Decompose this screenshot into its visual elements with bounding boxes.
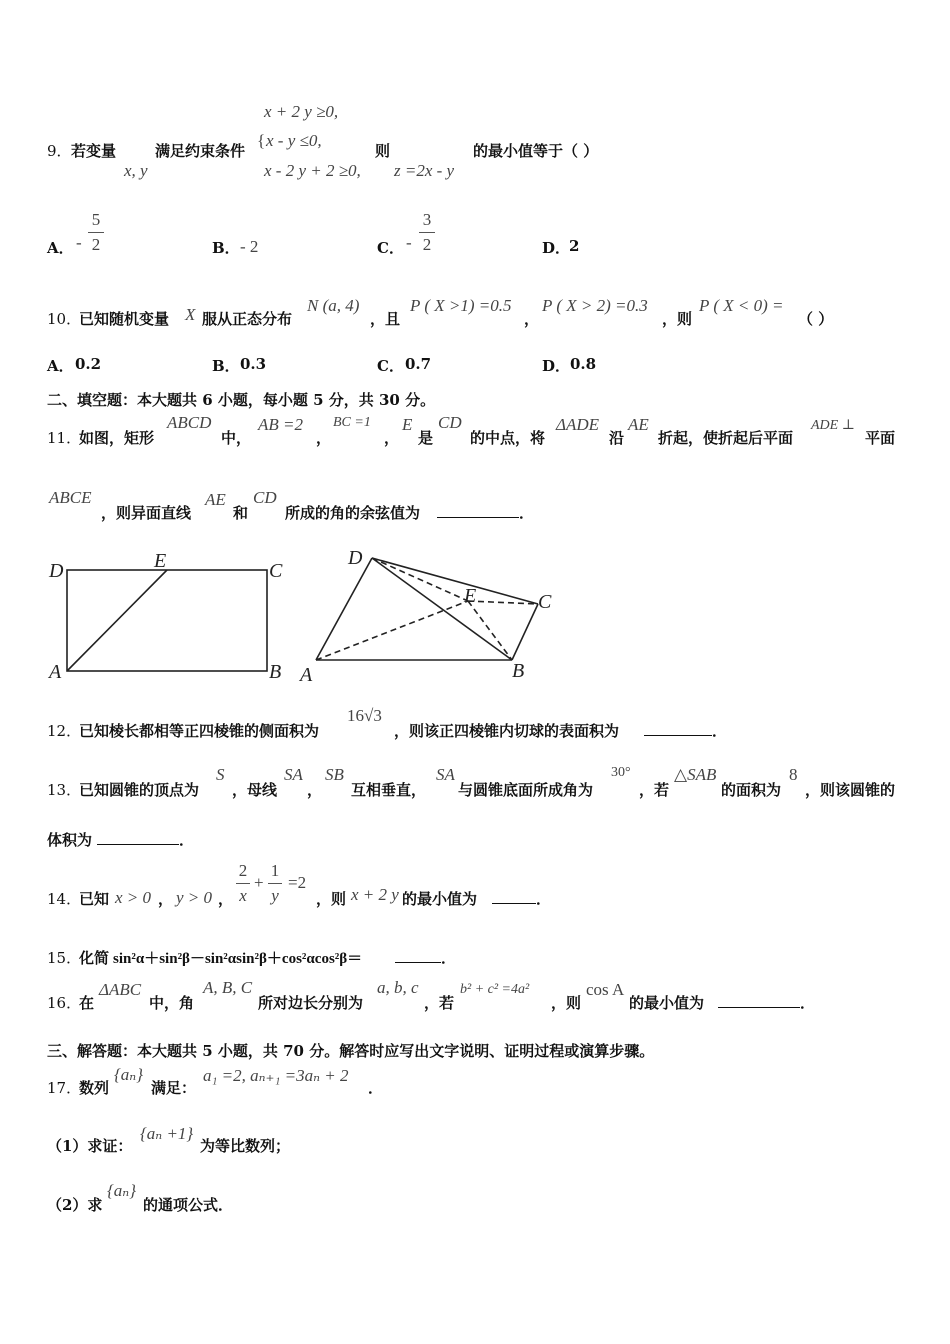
question-number: 16． [47, 994, 82, 1012]
question-number: 11． [47, 429, 82, 447]
period: ． [800, 994, 816, 1012]
label-e: E [154, 550, 167, 572]
question-text: ，则该正四棱锥内切球的表面积为 [394, 722, 620, 740]
label-b: B [512, 660, 525, 682]
math: CD [438, 413, 462, 432]
math: P ( X < 0) = [699, 296, 784, 315]
label-d: D [49, 560, 64, 582]
math: ΔADE [556, 415, 600, 434]
constraint-2: x - y ≤0, [266, 131, 322, 150]
math: b² + c² =4a² [460, 982, 530, 997]
question-text: ， [384, 429, 400, 447]
math: ABCD [167, 413, 212, 432]
fraction-1-over-y [268, 861, 282, 906]
answer-blank [437, 502, 534, 523]
question-text: 与圆锥底面所成角为 [458, 781, 594, 799]
question-text: 互相垂直， [351, 781, 427, 799]
question-text: 的通项公式． [143, 1196, 234, 1214]
math: △SAB [674, 765, 717, 784]
segment-bc [512, 604, 538, 660]
option-d-value: 2 [569, 237, 580, 255]
equals-2: =2 [288, 873, 307, 892]
answer-blank [395, 947, 456, 968]
math: 16√3 [347, 706, 382, 725]
question-text: ， [218, 890, 234, 908]
segment-ad [316, 558, 372, 660]
math: ΔABC [99, 980, 142, 999]
question-text: 平面 [865, 429, 896, 447]
math: AE [205, 490, 226, 509]
question-text: 已知 [79, 890, 110, 908]
answer-blank [97, 829, 194, 850]
math: ADE ⊥ [811, 418, 855, 433]
question-text: ，则异面直线 [101, 504, 192, 522]
section-heading: 三、解答题：本大题共 5 小题，共 70 分。解答时应写出文字说明、证明过程或演算步骤。 [47, 1042, 655, 1060]
period: ． [368, 1079, 384, 1097]
label-d: D [348, 547, 363, 569]
option-a-label: A． [47, 357, 74, 375]
part-2-label: （2）求 [47, 1196, 103, 1214]
question-text: 已知圆锥的顶点为 [79, 781, 200, 799]
option-a-fraction [88, 210, 104, 255]
question-number: 13． [47, 781, 82, 799]
question-text: ，则该圆锥的 [805, 781, 896, 799]
question-text: ， [158, 890, 174, 908]
option-b-label: B． [212, 357, 240, 375]
question-text: 折起，使折起后平面 [658, 429, 794, 447]
segment-dc [372, 558, 538, 604]
expression: sin²α＋sin²β－sin²αsin²β＋cos²αcos²β＝ [113, 951, 363, 967]
label-c: C [269, 560, 283, 582]
math: P ( X >1) =0.5 [410, 296, 512, 315]
section-heading: 二、填空题：本大题共 6 小题，每小题 5 分，共 30 分。 [47, 391, 436, 409]
math: a₁ =2, aₙ₊₁ =3aₙ + 2 [203, 1066, 349, 1085]
fraction-2-over-x [236, 861, 250, 906]
question-text: 中，角 [149, 994, 195, 1012]
objective-function: z =2x - y [394, 161, 455, 180]
question-text: ， [307, 781, 323, 799]
math: SA [436, 765, 455, 784]
label-a: A [49, 661, 62, 683]
option-a-sign: - [76, 233, 82, 252]
option-a-value: 0.2 [75, 355, 102, 373]
question-number: 10． [47, 310, 82, 328]
question-number: 14． [47, 890, 82, 908]
variables: x, y [124, 161, 148, 180]
math: 8 [789, 765, 798, 784]
question-text: ， [316, 429, 332, 447]
question-text: 则 [375, 142, 391, 160]
question-text: 是 [418, 429, 434, 447]
option-c-sign: - [406, 233, 412, 252]
math: a, b, c [377, 978, 419, 997]
question-text: 的面积为 [721, 781, 782, 799]
question-text: 所对边长分别为 [258, 994, 364, 1012]
label-b: B [269, 661, 282, 683]
answer-blank [718, 992, 815, 1013]
question-text: 如图，矩形 [79, 429, 155, 447]
question-text: 的最小值等于（ ） [473, 142, 599, 160]
question-text: 的最小值为 [402, 890, 478, 908]
option-a-label: A． [47, 239, 74, 257]
math: AE [628, 415, 649, 434]
math: BC =1 [333, 415, 371, 430]
math: 30° [611, 765, 631, 780]
denominator: 2 [91, 235, 101, 254]
answer-blank [644, 720, 727, 741]
question-text: （ ） [798, 310, 834, 328]
math: N (a, 4) [307, 296, 360, 315]
rectangle-abcd [67, 570, 267, 671]
part-1-label: （1）求证： [47, 1137, 133, 1155]
math: {aₙ} [107, 1181, 136, 1200]
period: ． [519, 504, 535, 522]
option-c-fraction [419, 210, 435, 255]
option-d-label: D． [542, 239, 571, 257]
question-text: 若变量 [71, 142, 117, 160]
question-text: 已知棱长都相等正四棱锥的侧面积为 [79, 722, 320, 740]
question-text: 服从正态分布 [202, 310, 293, 328]
question-text: 数列 [79, 1079, 110, 1097]
math: X [185, 305, 196, 324]
label-c: C [538, 591, 552, 613]
segment-de-hidden [372, 558, 468, 601]
constraint-1: x + 2 y ≥0, [264, 102, 339, 121]
numerator: 1 [270, 861, 280, 880]
option-c-label: C． [377, 239, 404, 257]
math: cos A [586, 980, 625, 999]
question-text: ，则 [316, 890, 347, 908]
period: ． [441, 949, 457, 967]
option-c-label: C． [377, 357, 404, 375]
question-text: 沿 [609, 429, 625, 447]
label-a: A [300, 664, 313, 686]
question-text: 为等比数列； [200, 1137, 291, 1155]
math: {aₙ +1} [140, 1124, 194, 1143]
figure-rectangle [40, 545, 300, 690]
question-text: 的中点，将 [470, 429, 546, 447]
segment-eb-hidden [468, 601, 512, 660]
numerator: 2 [238, 861, 248, 880]
option-b-value: - 2 [240, 237, 259, 256]
math: y > 0 [176, 888, 213, 907]
label-e: E [464, 585, 477, 607]
option-c-value: 0.7 [405, 355, 432, 373]
math: S [216, 765, 225, 784]
question-text: ，若 [424, 994, 455, 1012]
question-text: 满足约束条件 [155, 142, 246, 160]
plus-sign: + [254, 873, 264, 892]
denominator: y [271, 886, 279, 905]
question-number: 9． [47, 142, 72, 160]
option-d-value: 0.8 [570, 355, 597, 373]
question-text: ，母线 [232, 781, 278, 799]
math: A, B, C [203, 978, 253, 997]
denominator: x [239, 886, 247, 905]
question-text: ，则 [551, 994, 582, 1012]
question-number: 15． [47, 949, 82, 967]
period: ． [536, 890, 552, 908]
math: x + 2 y [351, 885, 399, 904]
math: SA [284, 765, 303, 784]
math: P ( X > 2) =0.3 [542, 296, 648, 315]
question-text: 化简 [79, 949, 110, 967]
figure-folded [290, 540, 570, 690]
numerator: 5 [91, 210, 101, 229]
math: E [402, 415, 413, 434]
segment-ae [67, 570, 167, 671]
segment-db [372, 558, 512, 660]
question-text: 所成的角的余弦值为 [285, 504, 421, 522]
question-text: ，若 [639, 781, 670, 799]
math: CD [253, 488, 277, 507]
constraint-brace: { [257, 131, 266, 150]
question-number: 17． [47, 1079, 82, 1097]
math: {aₙ} [114, 1065, 143, 1084]
question-text: 和 [233, 504, 249, 522]
question-number: 12． [47, 722, 82, 740]
question-text: ， [524, 310, 540, 328]
denominator: 2 [422, 235, 432, 254]
segment-ae-hidden [316, 601, 468, 660]
question-text: 体积为 [47, 831, 93, 849]
math: ABCE [49, 488, 92, 507]
math: AB =2 [258, 415, 303, 434]
period: ． [712, 722, 728, 740]
answer-blank [492, 888, 551, 909]
question-text: ，且 [370, 310, 401, 328]
question-text: ，则 [662, 310, 693, 328]
question-text: 中， [221, 429, 252, 447]
question-text: 满足： [151, 1079, 197, 1097]
option-b-value: 0.3 [240, 355, 267, 373]
math: x > 0 [115, 888, 152, 907]
question-text: 已知随机变量 [79, 310, 170, 328]
question-text: 的最小值为 [629, 994, 705, 1012]
option-b-label: B． [212, 239, 240, 257]
option-d-label: D． [542, 357, 571, 375]
math: SB [325, 765, 344, 784]
numerator: 3 [422, 210, 432, 229]
period: ． [179, 831, 195, 849]
question-text: 在 [79, 994, 95, 1012]
constraint-3: x - 2 y + 2 ≥0, [264, 161, 361, 180]
